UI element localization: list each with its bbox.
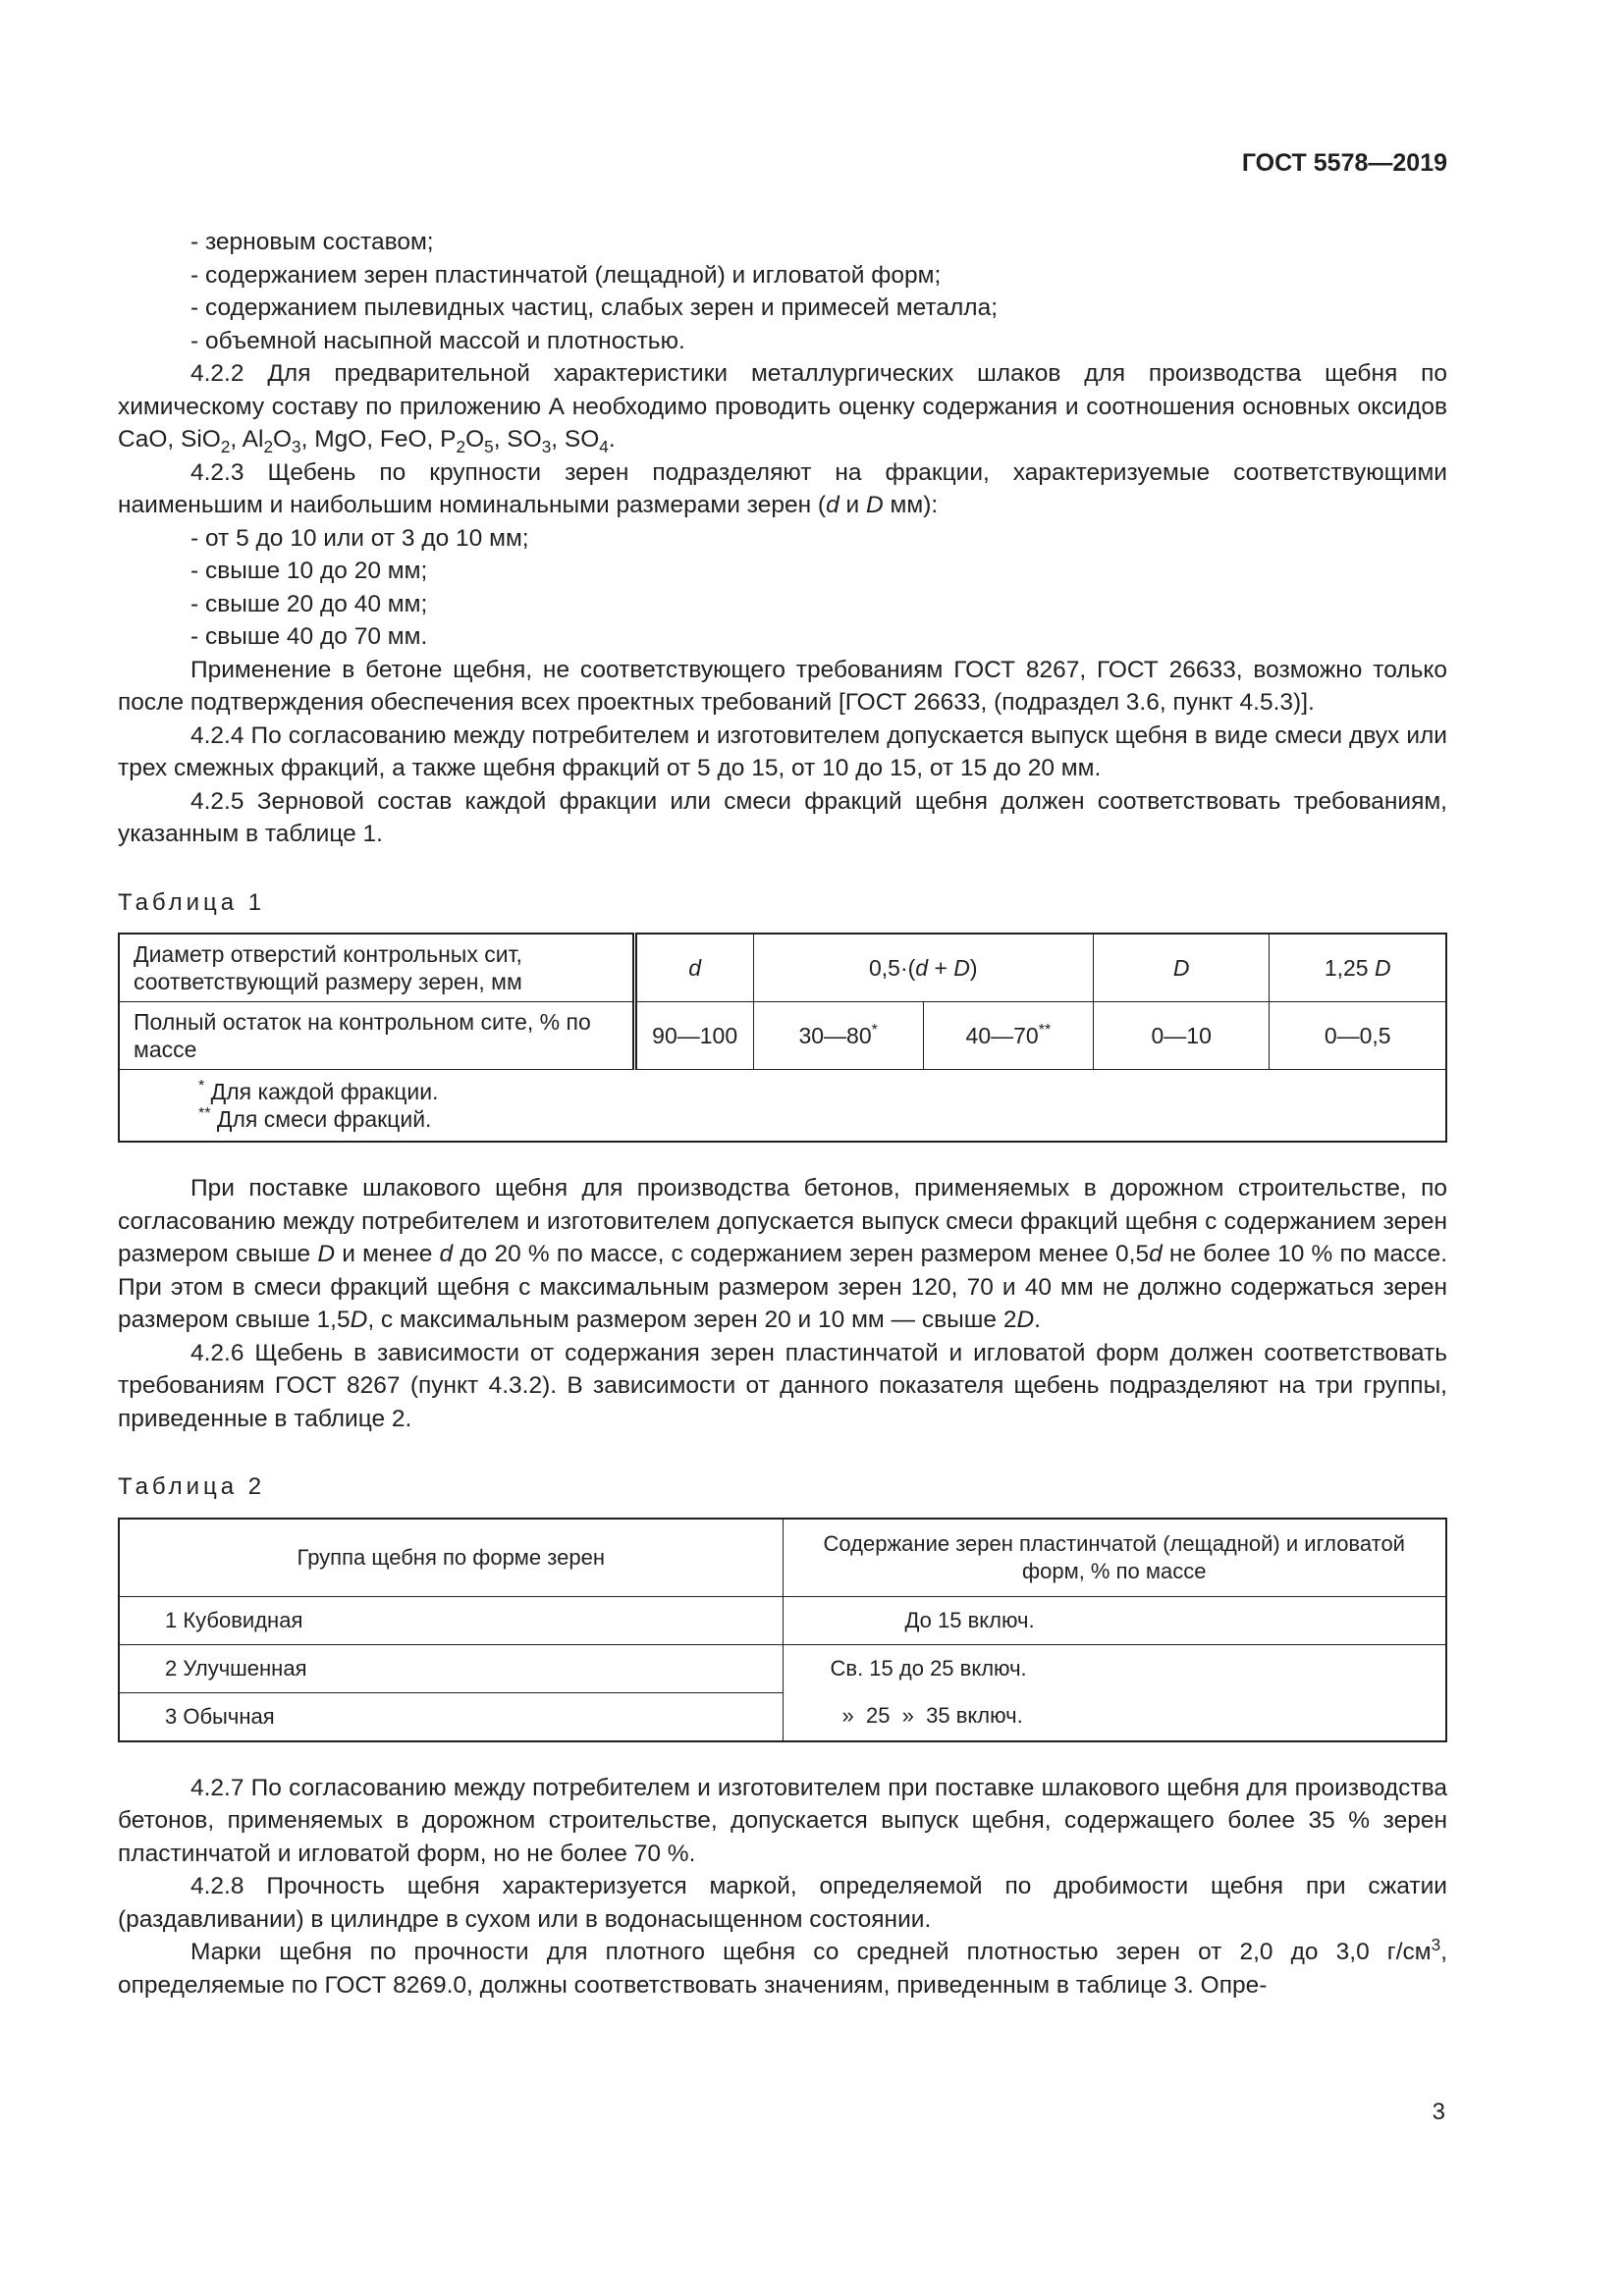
paragraph-4-2-7: 4.2.7 По согласованию между потребителем и изготовителем при поставке шлакового щебня для производства бетонов, применяемых в дорожном строительстве, допускается выпуск щебня, содержащего более 35 % зерен пластинчатой и игловатой форм, но не более 70 %.	[118, 1774, 1447, 1867]
table-row	[119, 1596, 1446, 1644]
list-item: - свыше 10 до 20 мм;	[190, 558, 428, 584]
paragraph-4-2-6: 4.2.6 Щебень в зависимости от содержания зерен пластинчатой и игловатой форм должен соответствовать требованиям ГОСТ 8267 (пункт 4.3.2). В зависимости от данного показателя щебень подразделяют на три группы, приведенные в таблице 2.	[118, 1339, 1447, 1432]
paragraph-4-2-2: 4.2.2 Для предварительной характеристики металлургических шлаков для производства щебня по химическому составу по приложению А необходимо проводить оценку содержания и соотношения основных оксидов CaO, SiO$_2$, $Al_2O_3$, MgO, FeO, $P_2O_5$, $SO_3$, $SO_4$.	[118, 360, 1447, 456]
note: ** Для смеси фракций.	[198, 1104, 432, 1132]
table-row	[119, 934, 1446, 1002]
table-cell: » 25 » 35 включ.	[783, 1692, 1446, 1741]
paragraph-4-2-5: 4.2.5 Зерновой состав каждой фракции или смеси фракций щебня должен соответствовать требованиям, указанным в таблице 1.	[118, 787, 1447, 847]
paragraph-4-2-3: 4.2.3 Щебень по крупности зерен подразделяют на фракции, характеризуемые соответствующими наименьшим и наибольшим номинальными размерами зерен (d и D мм):	[118, 458, 1447, 518]
column-header: Группа щебня по форме зерен	[119, 1519, 783, 1597]
table-cell: 90—100	[634, 1002, 753, 1070]
document-id: ГОСТ 5578—2019	[1241, 149, 1447, 177]
list-item: - объемной насыпной массой и плотностью.	[190, 327, 685, 354]
table-cell: Св. 15 до 25 включ.	[783, 1644, 1446, 1692]
table-notes	[119, 1070, 1446, 1143]
page-number: 3	[1432, 2099, 1445, 2125]
table-cell: 1 Кубовидная	[119, 1596, 783, 1644]
note: * Для каждой фракции.	[198, 1077, 439, 1104]
table-cell: До 15 включ.	[783, 1596, 1446, 1644]
table-cell: 3 Обычная	[119, 1692, 783, 1741]
table-header-row	[119, 1519, 1446, 1597]
paragraph-4-2-8: 4.2.8 Прочность щебня характеризуется маркой, определяемой по дробимости щебня при сжатии (раздавливании) в цилиндре в сухом или в водонасыщенном состоянии.	[118, 1873, 1447, 1933]
table-2	[118, 1518, 1447, 1742]
table-cell: 2 Улучшенная	[119, 1644, 783, 1692]
list-item: - содержанием пылевидных частиц, слабых зерен и примесей металла;	[190, 294, 999, 321]
table-cell: 30—80*	[753, 1002, 923, 1070]
table-row	[119, 1644, 1446, 1692]
list-item: - содержанием зерен пластинчатой (лещадной) и игловатой форм;	[190, 261, 942, 289]
list-item: - свыше 20 до 40 мм;	[190, 590, 428, 617]
list-item: - зерновым составом;	[190, 229, 434, 255]
column-header: Содержание зерен пластинчатой (лещадной) и игловатой форм, % по массе	[783, 1519, 1446, 1597]
list-item: - свыше 40 до 70 мм.	[190, 623, 428, 650]
paragraph-application: Применение в бетоне щебня, не соответствующего требованиям ГОСТ 8267, ГОСТ 26633, возможно только после подтверждения обеспечения всех проектных требований [ГОСТ 26633, (подраздел 3.6, пункт 4.5.3)].	[118, 656, 1447, 716]
table-row	[119, 1002, 1446, 1070]
table-cell: 40—70**	[923, 1002, 1093, 1070]
row-label: Полный остаток на контрольном сите, % по массе	[119, 1002, 634, 1070]
table-1-caption: Таблица 1	[118, 888, 266, 916]
table-cell: 0,5·(d + D)	[753, 934, 1093, 1002]
list-item: - от 5 до 10 или от 3 до 10 мм;	[190, 524, 529, 552]
table-cell: 1,25 D	[1270, 934, 1446, 1002]
table-1	[118, 933, 1447, 1143]
table-cell: d	[634, 934, 753, 1002]
paragraph-grades: Марки щебня по прочности для плотного щебня со средней плотностью зерен от 2,0 до 3,0 $г/см^3$, определяемые по ГОСТ 8269.0, должны соответствовать значениям, приведенным в таблице 3. Опре-	[118, 1935, 1447, 1999]
table-notes-row	[119, 1070, 1446, 1143]
paragraph-4-2-4: 4.2.4 По согласованию между потребителем и изготовителем допускается выпуск щебня в виде смеси двух или трех смежных фракций, а также щебня фракций от 5 до 15, от 10 до 15, от 15 до 20 мм.	[118, 721, 1447, 781]
table-cell: 0—0,5	[1270, 1002, 1446, 1070]
table-row	[119, 1692, 1446, 1741]
paragraph-supply: При поставке шлакового щебня для производства бетонов, применяемых в дорожном строительстве, по согласованию между потребителем и изготовителем допускается выпуск смеси фракций щебня с содержанием зерен размером свыше D и менее d до 20 % по массе, с содержанием зерен размером менее 0,5d не более 10 % по массе. При этом в смеси фракций щебня с максимальным размером зерен 120, 70 и 40 мм не должно содержаться зерен размером свыше 1,5D, с максимальным размером зерен 20 и 10 мм — свыше 2D.	[118, 1175, 1448, 1333]
table-2-caption: Таблица 2	[118, 1473, 266, 1500]
table-cell: D	[1093, 934, 1269, 1002]
page-content	[118, 226, 1447, 2002]
row-label: Диаметр отверстий контрольных сит, соответствующий размеру зерен, мм	[119, 934, 634, 1002]
table-cell: 0—10	[1093, 1002, 1269, 1070]
